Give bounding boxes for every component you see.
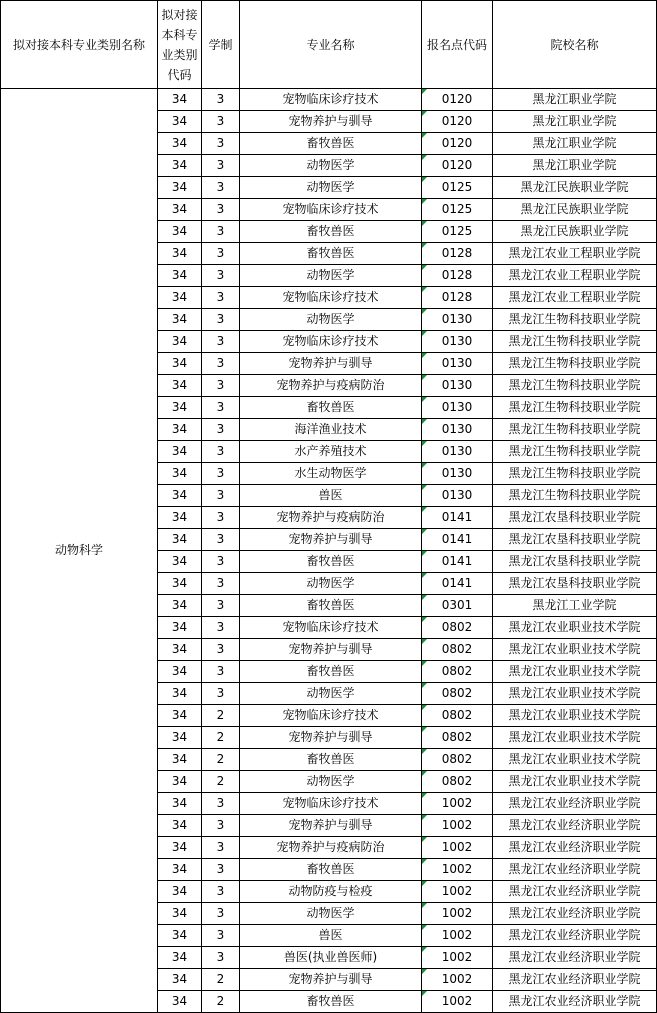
cell-category-code: 34 — [158, 441, 202, 463]
cell-duration: 3 — [202, 133, 240, 155]
cell-point-code: 0125 — [422, 199, 493, 221]
cell-school: 黑龙江农垦科技职业学院 — [493, 573, 657, 595]
cell-school: 黑龙江生物科技职业学院 — [493, 397, 657, 419]
cell-major: 畜牧兽医 — [240, 133, 422, 155]
cell-school: 黑龙江农业职业技术学院 — [493, 639, 657, 661]
cell-major: 宠物养护与驯导 — [240, 529, 422, 551]
cell-school: 黑龙江生物科技职业学院 — [493, 419, 657, 441]
cell-major: 宠物临床诊疗技术 — [240, 287, 422, 309]
cell-school: 黑龙江生物科技职业学院 — [493, 309, 657, 331]
cell-major: 动物医学 — [240, 309, 422, 331]
cell-major: 畜牧兽医 — [240, 221, 422, 243]
cell-point-code: 0120 — [422, 89, 493, 111]
cell-category-code: 34 — [158, 375, 202, 397]
cell-category-code: 34 — [158, 419, 202, 441]
cell-category-code: 34 — [158, 771, 202, 793]
cell-point-code: 1002 — [422, 837, 493, 859]
cell-school: 黑龙江生物科技职业学院 — [493, 375, 657, 397]
cell-duration: 3 — [202, 221, 240, 243]
cell-major: 海洋渔业技术 — [240, 419, 422, 441]
cell-point-code: 0802 — [422, 749, 493, 771]
cell-duration: 3 — [202, 925, 240, 947]
cell-point-code: 1002 — [422, 881, 493, 903]
cell-category-code: 34 — [158, 221, 202, 243]
cell-major: 动物医学 — [240, 177, 422, 199]
cell-duration: 3 — [202, 551, 240, 573]
header-duration: 学制 — [202, 1, 240, 89]
cell-point-code: 0128 — [422, 265, 493, 287]
cell-school: 黑龙江职业学院 — [493, 89, 657, 111]
cell-duration: 2 — [202, 969, 240, 991]
cell-duration: 3 — [202, 661, 240, 683]
cell-category-code: 34 — [158, 529, 202, 551]
cell-major: 兽医 — [240, 485, 422, 507]
cell-major: 畜牧兽医 — [240, 397, 422, 419]
cell-major: 水生动物医学 — [240, 463, 422, 485]
cell-category-code: 34 — [158, 639, 202, 661]
cell-duration: 3 — [202, 397, 240, 419]
cell-duration: 3 — [202, 199, 240, 221]
cell-duration: 3 — [202, 683, 240, 705]
cell-point-code: 0130 — [422, 309, 493, 331]
cell-point-code: 0130 — [422, 485, 493, 507]
cell-major: 动物医学 — [240, 771, 422, 793]
cell-point-code: 0141 — [422, 551, 493, 573]
cell-category-code: 34 — [158, 111, 202, 133]
cell-school: 黑龙江农业经济职业学院 — [493, 837, 657, 859]
cell-duration: 3 — [202, 947, 240, 969]
cell-point-code: 0130 — [422, 463, 493, 485]
cell-major: 宠物临床诊疗技术 — [240, 89, 422, 111]
cell-major: 宠物临床诊疗技术 — [240, 793, 422, 815]
cell-duration: 3 — [202, 353, 240, 375]
cell-point-code: 0120 — [422, 155, 493, 177]
cell-school: 黑龙江农业经济职业学院 — [493, 947, 657, 969]
cell-point-code: 0125 — [422, 221, 493, 243]
cell-school: 黑龙江生物科技职业学院 — [493, 485, 657, 507]
cell-category-code: 34 — [158, 485, 202, 507]
cell-category-code: 34 — [158, 749, 202, 771]
cell-category-code: 34 — [158, 177, 202, 199]
cell-major: 水产养殖技术 — [240, 441, 422, 463]
cell-major: 宠物临床诊疗技术 — [240, 331, 422, 353]
cell-category-code: 34 — [158, 727, 202, 749]
cell-point-code: 0130 — [422, 419, 493, 441]
cell-category-code: 34 — [158, 991, 202, 1013]
cell-duration: 3 — [202, 309, 240, 331]
cell-duration: 2 — [202, 749, 240, 771]
cell-school: 黑龙江生物科技职业学院 — [493, 331, 657, 353]
cell-school: 黑龙江农业职业技术学院 — [493, 683, 657, 705]
cell-school: 黑龙江农业经济职业学院 — [493, 881, 657, 903]
cell-category-code: 34 — [158, 309, 202, 331]
cell-point-code: 0128 — [422, 243, 493, 265]
cell-point-code: 1002 — [422, 793, 493, 815]
cell-school: 黑龙江农业经济职业学院 — [493, 991, 657, 1013]
cell-school: 黑龙江农垦科技职业学院 — [493, 507, 657, 529]
cell-point-code: 0130 — [422, 375, 493, 397]
cell-duration: 3 — [202, 837, 240, 859]
cell-major: 动物医学 — [240, 903, 422, 925]
cell-point-code: 0802 — [422, 705, 493, 727]
cell-point-code: 1002 — [422, 903, 493, 925]
cell-duration: 3 — [202, 793, 240, 815]
header-school: 院校名称 — [493, 1, 657, 89]
cell-major: 宠物养护与驯导 — [240, 815, 422, 837]
cell-category-code: 34 — [158, 859, 202, 881]
table-row — [1, 89, 657, 111]
cell-point-code: 0125 — [422, 177, 493, 199]
cell-duration: 3 — [202, 441, 240, 463]
cell-category-code: 34 — [158, 793, 202, 815]
cell-category-code: 34 — [158, 947, 202, 969]
cell-school: 黑龙江农垦科技职业学院 — [493, 551, 657, 573]
cell-point-code: 1002 — [422, 947, 493, 969]
cell-school: 黑龙江工业学院 — [493, 595, 657, 617]
cell-major: 宠物养护与疫病防治 — [240, 507, 422, 529]
cell-duration: 2 — [202, 991, 240, 1013]
cell-point-code: 1002 — [422, 925, 493, 947]
cell-duration: 2 — [202, 771, 240, 793]
cell-major: 宠物养护与疫病防治 — [240, 837, 422, 859]
cell-major: 宠物养护与驯导 — [240, 111, 422, 133]
cell-category-code: 34 — [158, 89, 202, 111]
cell-school: 黑龙江农业工程职业学院 — [493, 265, 657, 287]
cell-point-code: 0802 — [422, 683, 493, 705]
cell-category-code: 34 — [158, 925, 202, 947]
cell-point-code: 0120 — [422, 133, 493, 155]
cell-duration: 3 — [202, 573, 240, 595]
cell-school: 黑龙江生物科技职业学院 — [493, 353, 657, 375]
cell-point-code: 0141 — [422, 507, 493, 529]
cell-major: 动物医学 — [240, 265, 422, 287]
cell-duration: 2 — [202, 727, 240, 749]
category-group-cell: 动物科学 — [1, 89, 158, 1013]
header-category-name: 拟对接本科专业类别名称 — [1, 1, 158, 89]
cell-category-code: 34 — [158, 551, 202, 573]
cell-school: 黑龙江农业工程职业学院 — [493, 243, 657, 265]
cell-school: 黑龙江农业职业技术学院 — [493, 617, 657, 639]
cell-major: 动物医学 — [240, 573, 422, 595]
cell-category-code: 34 — [158, 705, 202, 727]
cell-duration: 3 — [202, 639, 240, 661]
cell-school: 黑龙江农业职业技术学院 — [493, 771, 657, 793]
cell-duration: 3 — [202, 463, 240, 485]
cell-category-code: 34 — [158, 903, 202, 925]
cell-major: 宠物临床诊疗技术 — [240, 705, 422, 727]
cell-duration: 3 — [202, 903, 240, 925]
cell-category-code: 34 — [158, 353, 202, 375]
cell-point-code: 1002 — [422, 991, 493, 1013]
cell-major: 宠物养护与驯导 — [240, 353, 422, 375]
cell-school: 黑龙江农业经济职业学院 — [493, 793, 657, 815]
cell-major: 畜牧兽医 — [240, 243, 422, 265]
header-category-code: 拟对接本科专业类别代码 — [158, 1, 202, 89]
cell-major: 动物医学 — [240, 683, 422, 705]
cell-major: 畜牧兽医 — [240, 661, 422, 683]
cell-category-code: 34 — [158, 331, 202, 353]
cell-category-code: 34 — [158, 133, 202, 155]
cell-category-code: 34 — [158, 617, 202, 639]
cell-school: 黑龙江民族职业学院 — [493, 177, 657, 199]
cell-major: 畜牧兽医 — [240, 749, 422, 771]
cell-major: 兽医(执业兽医师) — [240, 947, 422, 969]
header-major: 专业名称 — [240, 1, 422, 89]
cell-major: 畜牧兽医 — [240, 859, 422, 881]
cell-point-code: 0130 — [422, 441, 493, 463]
cell-category-code: 34 — [158, 573, 202, 595]
cell-major: 宠物养护与疫病防治 — [240, 375, 422, 397]
cell-category-code: 34 — [158, 287, 202, 309]
cell-point-code: 0128 — [422, 287, 493, 309]
cell-school: 黑龙江农垦科技职业学院 — [493, 529, 657, 551]
cell-duration: 2 — [202, 705, 240, 727]
cell-school: 黑龙江农业经济职业学院 — [493, 969, 657, 991]
cell-category-code: 34 — [158, 155, 202, 177]
cell-school: 黑龙江农业职业技术学院 — [493, 749, 657, 771]
cell-point-code: 0802 — [422, 727, 493, 749]
cell-duration: 3 — [202, 617, 240, 639]
cell-major: 宠物临床诊疗技术 — [240, 617, 422, 639]
cell-school: 黑龙江职业学院 — [493, 155, 657, 177]
cell-category-code: 34 — [158, 661, 202, 683]
cell-category-code: 34 — [158, 507, 202, 529]
cell-school: 黑龙江农业经济职业学院 — [493, 903, 657, 925]
cell-point-code: 0802 — [422, 771, 493, 793]
header-point-code: 报名点代码 — [422, 1, 493, 89]
cell-duration: 3 — [202, 155, 240, 177]
cell-category-code: 34 — [158, 397, 202, 419]
cell-duration: 3 — [202, 815, 240, 837]
cell-point-code: 0141 — [422, 573, 493, 595]
header-row — [1, 1, 657, 89]
cell-school: 黑龙江民族职业学院 — [493, 221, 657, 243]
cell-major: 畜牧兽医 — [240, 991, 422, 1013]
cell-major: 兽医 — [240, 925, 422, 947]
cell-point-code: 0120 — [422, 111, 493, 133]
cell-category-code: 34 — [158, 969, 202, 991]
cell-duration: 3 — [202, 287, 240, 309]
cell-school: 黑龙江职业学院 — [493, 133, 657, 155]
cell-school: 黑龙江农业工程职业学院 — [493, 287, 657, 309]
cell-category-code: 34 — [158, 881, 202, 903]
cell-point-code: 0802 — [422, 639, 493, 661]
cell-school: 黑龙江农业职业技术学院 — [493, 661, 657, 683]
cell-school: 黑龙江民族职业学院 — [493, 199, 657, 221]
cell-school: 黑龙江农业经济职业学院 — [493, 925, 657, 947]
cell-category-code: 34 — [158, 815, 202, 837]
cell-point-code: 0301 — [422, 595, 493, 617]
cell-school: 黑龙江生物科技职业学院 — [493, 463, 657, 485]
cell-category-code: 34 — [158, 595, 202, 617]
cell-duration: 3 — [202, 375, 240, 397]
cell-major: 动物防疫与检疫 — [240, 881, 422, 903]
cell-major: 宠物养护与驯导 — [240, 639, 422, 661]
cell-major: 动物医学 — [240, 155, 422, 177]
cell-duration: 3 — [202, 89, 240, 111]
cell-duration: 3 — [202, 419, 240, 441]
cell-category-code: 34 — [158, 683, 202, 705]
cell-school: 黑龙江职业学院 — [493, 111, 657, 133]
cell-category-code: 34 — [158, 199, 202, 221]
cell-point-code: 0130 — [422, 331, 493, 353]
cell-duration: 3 — [202, 265, 240, 287]
cell-point-code: 0802 — [422, 617, 493, 639]
cell-duration: 3 — [202, 881, 240, 903]
cell-major: 宠物养护与驯导 — [240, 969, 422, 991]
cell-point-code: 0802 — [422, 661, 493, 683]
cell-duration: 3 — [202, 243, 240, 265]
cell-duration: 3 — [202, 507, 240, 529]
cell-school: 黑龙江生物科技职业学院 — [493, 441, 657, 463]
cell-category-code: 34 — [158, 463, 202, 485]
cell-point-code: 1002 — [422, 815, 493, 837]
cell-school: 黑龙江农业职业技术学院 — [493, 705, 657, 727]
cell-category-code: 34 — [158, 265, 202, 287]
cell-point-code: 1002 — [422, 969, 493, 991]
cell-school: 黑龙江农业经济职业学院 — [493, 859, 657, 881]
cell-major: 宠物临床诊疗技术 — [240, 199, 422, 221]
cell-point-code: 0130 — [422, 397, 493, 419]
table-body — [1, 89, 657, 1013]
cell-duration: 3 — [202, 595, 240, 617]
cell-duration: 3 — [202, 111, 240, 133]
cell-duration: 3 — [202, 859, 240, 881]
cell-school: 黑龙江农业经济职业学院 — [493, 815, 657, 837]
cell-category-code: 34 — [158, 243, 202, 265]
cell-point-code: 0141 — [422, 529, 493, 551]
cell-major: 畜牧兽医 — [240, 595, 422, 617]
cell-duration: 3 — [202, 331, 240, 353]
cell-major: 宠物养护与驯导 — [240, 727, 422, 749]
cell-school: 黑龙江农业职业技术学院 — [493, 727, 657, 749]
cell-duration: 3 — [202, 529, 240, 551]
cell-duration: 3 — [202, 177, 240, 199]
cell-duration: 3 — [202, 485, 240, 507]
cell-point-code: 0130 — [422, 353, 493, 375]
cell-category-code: 34 — [158, 837, 202, 859]
cell-point-code: 1002 — [422, 859, 493, 881]
cell-major: 畜牧兽医 — [240, 551, 422, 573]
